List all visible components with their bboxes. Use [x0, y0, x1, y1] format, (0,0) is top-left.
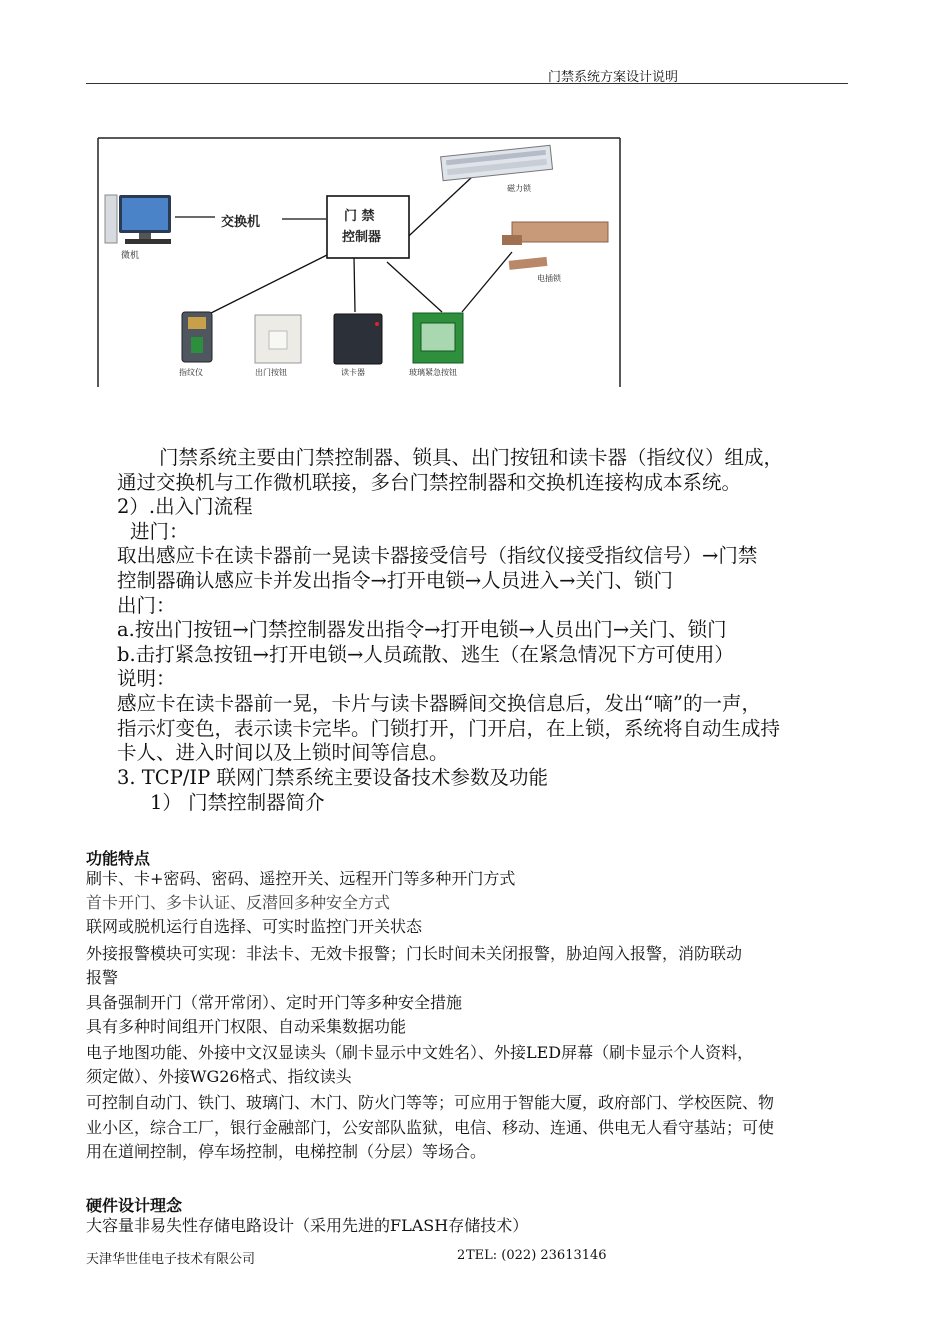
electric-lock-icon	[502, 222, 608, 270]
feature-line: 具备强制开门（常开常闭）、定时开门等多种安全措施	[86, 993, 463, 1012]
system-diagram	[97, 137, 622, 387]
fingerprint-label: 指纹仪	[179, 368, 203, 377]
feature-line: 电子地图功能、外接中文汉显读头（刷卡显示中文姓名）、外接LED屏幕（刷卡显示个人资料，	[86, 1043, 754, 1062]
controller-label-2: 控制器	[342, 230, 382, 245]
note-line-1: 感应卡在读卡器前一晃，卡片与读卡器瞬间交换信息后，发出“嘀”的一声，	[117, 692, 761, 715]
header-title: 门禁系统方案设计说明	[548, 70, 679, 85]
emergency-button-label: 玻璃紧急按钮	[409, 368, 457, 377]
footer-tel: TEL: (022) 23613146	[466, 1248, 607, 1263]
subsection-1-heading: 1） 门禁控制器简介	[150, 791, 325, 814]
controller-box	[327, 196, 409, 258]
enter-label: 进门：	[130, 520, 189, 543]
pc-label: 微机	[121, 251, 140, 261]
features-title: 功能特点	[86, 849, 151, 868]
feature-line: 联网或脱机运行自选择、可实时监控门开关状态	[86, 917, 423, 936]
switch-label: 交换机	[221, 215, 261, 230]
magnetic-lock-label: 磁力锁	[507, 184, 531, 193]
section-3-heading: 3. TCP/IP 联网门禁系统主要设备技术参数及功能	[117, 766, 548, 789]
note-label: 说明：	[117, 667, 176, 690]
feature-line: 可控制自动门、铁门、玻璃门、木门、防火门等等；可应用于智能大厦，政府部门、学校医院、物	[86, 1093, 775, 1112]
feature-line: 刷卡、卡+密码、密码、遥控开关、远程开门等多种开门方式	[86, 869, 516, 888]
flow-heading: 2）.出入门流程	[117, 495, 253, 518]
footer-company: 天津华世佳电子技术有限公司	[86, 1252, 256, 1267]
exit-line-b: b.击打紧急按钮→打开电锁→人员疏散、逃生（在紧急情况下方可使用）	[117, 643, 734, 666]
card-reader-icon	[334, 314, 382, 364]
exit-button-label: 出门按钮	[255, 368, 287, 377]
exit-button-icon	[255, 315, 301, 363]
electric-lock-label: 电插锁	[537, 274, 561, 283]
intro-line-2: 通过交换机与工作微机联接，多台门禁控制器和交换机连接构成本系统。	[117, 471, 742, 494]
controller-label-1: 门 禁	[344, 209, 375, 224]
feature-line: 首卡开门、多卡认证、反潜回多种安全方式	[86, 893, 391, 912]
footer-page-number: 2	[457, 1248, 466, 1263]
enter-line-1: 取出感应卡在读卡器前一晃读卡器接受信号（指纹仪接受指纹信号）→门禁	[117, 544, 758, 567]
feature-line: 业小区，综合工厂，银行金融部门，公安部队监狱，电信、移动、连通、供电无人看守基站；可使	[86, 1118, 775, 1137]
intro-line-1: 门禁系统主要由门禁控制器、锁具、出门按钮和读卡器（指纹仪）组成，	[159, 446, 784, 469]
fingerprint-reader-icon	[182, 312, 212, 362]
note-line-2: 指示灯变色，表示读卡完毕。门锁打开，门开启，在上锁，系统将自动生成持	[117, 717, 781, 740]
feature-line: 报警	[86, 968, 119, 987]
pc-icon	[105, 195, 171, 244]
feature-line: 须定做）、外接WG26格式、指纹读头	[86, 1067, 352, 1086]
feature-line: 用在道闸控制，停车场控制，电梯控制（分层）等场合。	[86, 1142, 487, 1161]
exit-line-a: a.按出门按钮→门禁控制器发出指令→打开电锁→人员出门→关门、锁门	[117, 618, 727, 641]
card-reader-label: 读卡器	[341, 368, 365, 377]
header-rule	[86, 83, 848, 84]
feature-line: 具有多种时间组开门权限、自动采集数据功能	[86, 1017, 407, 1036]
magnetic-lock-icon	[441, 145, 553, 180]
exit-label: 出门：	[117, 594, 176, 617]
emergency-button-icon	[413, 313, 463, 363]
enter-line-2: 控制器确认感应卡并发出指令→打开电锁→人员进入→关门、锁门	[117, 569, 674, 592]
note-line-3: 卡人、进入时间以及上锁时间等信息。	[117, 741, 449, 764]
hardware-line: 大容量非易失性存储电路设计（采用先进的FLASH存储技术）	[86, 1216, 529, 1235]
hardware-title: 硬件设计理念	[86, 1196, 183, 1215]
feature-line: 外接报警模块可实现：非法卡、无效卡报警；门长时间未关闭报警，胁迫闯入报警，消防联动	[86, 944, 743, 963]
